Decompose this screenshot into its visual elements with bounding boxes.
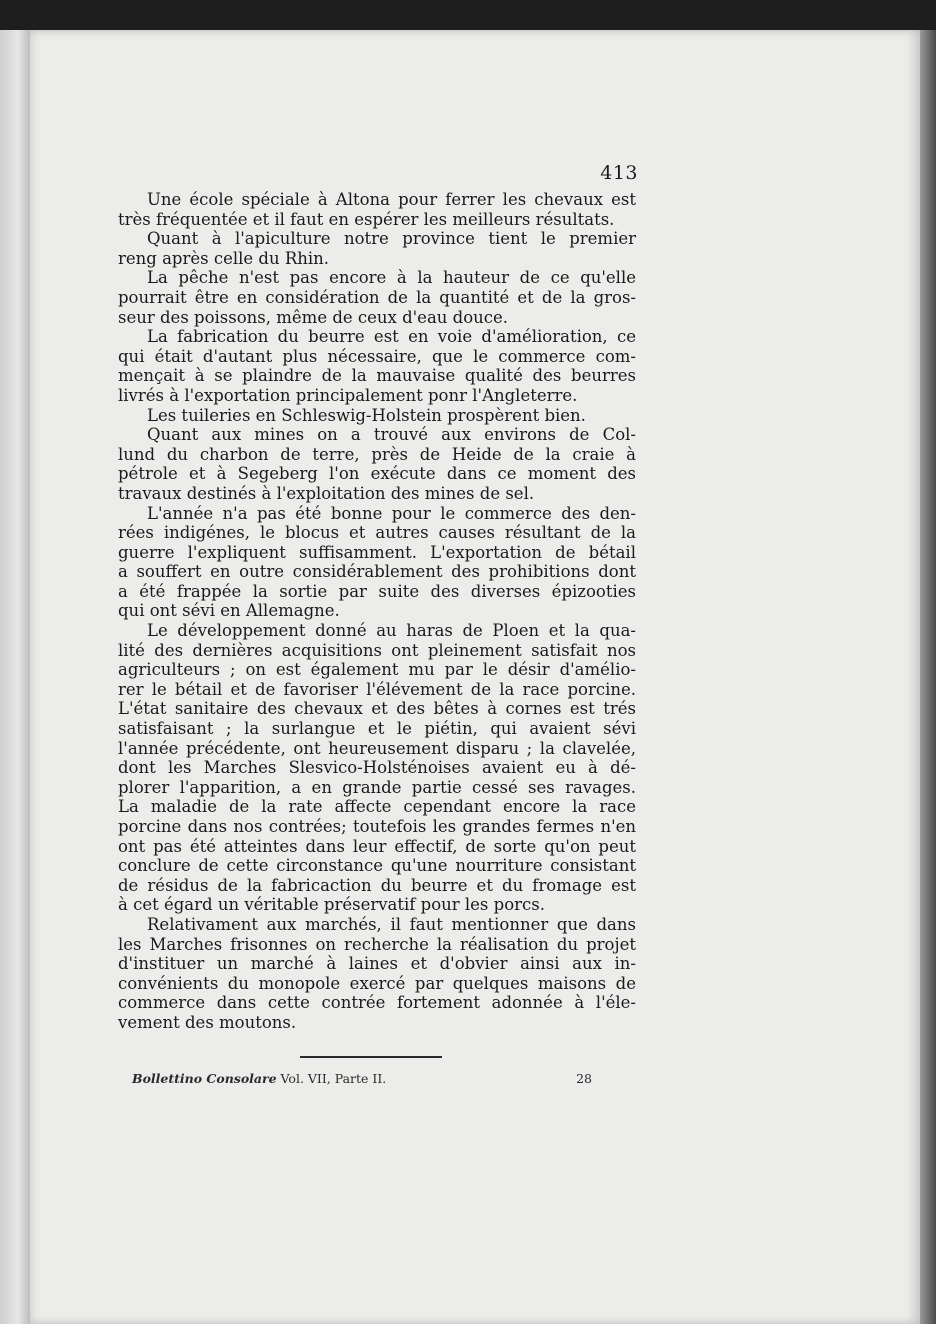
text-line: guerre l'expliquent suffisamment. L'exportation de bétail <box>118 542 636 562</box>
text-line: rer le bétail et de favoriser l'élévement de la race porcine. <box>118 679 636 699</box>
text-line: commerce dans cette contrée fortement adonnée à l'éle- <box>118 993 636 1013</box>
footer-volume: Vol. VII, Parte II. <box>280 1071 387 1086</box>
text-line: lund du charbon de terre, près de Heide de la craie à <box>118 444 636 464</box>
text-line: Quant à l'apiculture notre province tient le premier <box>147 229 636 249</box>
text-line: pétrole et à Segeberg l'on exécute dans ce moment des <box>118 464 636 484</box>
text-line: l'année précédente, ont heureusement disparu ; la clavelée, <box>118 738 636 758</box>
text-line: Relativament aux marchés, il faut mentionner que dans <box>147 914 636 934</box>
text-line: reng après celle du Rhin. <box>118 248 330 268</box>
text-line: La maladie de la rate affecte cependant encore la race <box>118 797 636 817</box>
text-line: rées indigénes, le blocus et autres causes résultant de la <box>118 523 636 543</box>
text-line: Le développement donné au haras de Ploen et la qua- <box>147 621 636 641</box>
text-line: d'instituer un marché à laines et d'obvier ainsi aux in- <box>118 954 636 974</box>
facing-page-edge <box>0 30 30 1324</box>
separator-rule <box>300 1056 442 1058</box>
scan-background-top <box>0 0 936 30</box>
text-line: L'année n'a pas été bonne pour le commerce des den- <box>147 503 636 523</box>
text-line: L'état sanitaire des chevaux et des bêtes à cornes est trés <box>118 699 636 719</box>
text-line: a été frappée la sortie par suite des diverses épizooties <box>118 581 636 601</box>
text-line: livrés à l'exportation principalement ponr l'Angleterre. <box>118 385 578 405</box>
page-footer <box>132 1071 592 1091</box>
text-line: porcine dans nos contrées; toutefois les grandes fermes n'en <box>118 817 636 836</box>
text-line: convénients du monopole exercé par quelques maisons de <box>118 973 636 993</box>
text-line: seur des poissons, même de ceux d'eau douce. <box>118 307 509 327</box>
text-line: mençait à se plaindre de la mauvaise qualité des beurres <box>118 366 636 386</box>
text-line: pourrait être en considération de la quantité et de la gros- <box>118 287 636 307</box>
text-line: très fréquentée et il faut en espérer les meilleurs résultats. <box>118 209 615 229</box>
text-line: Quant aux mines on a trouvé aux environs de Col- <box>147 425 636 445</box>
text-line: Une école spéciale à Altona pour ferrer les chevaux est <box>147 190 636 209</box>
text-line: ont pas été atteintes dans leur effectif, de sorte qu'on peut <box>118 836 636 856</box>
footer-publication-title: Bollettino Consolare <box>132 1071 277 1086</box>
text-line: à cet égard un véritable préservatif pour les porcs. <box>118 895 545 915</box>
text-line: lité des dernières acquisitions ont pleinement satisfait nos <box>118 640 636 660</box>
text-line: qui était d'autant plus nécessaire, que le commerce com- <box>118 346 636 366</box>
text-line: qui ont sévi en Allemagne. <box>118 601 340 621</box>
text-line: conclure de cette circonstance qu'une nourriture consistant <box>118 856 636 876</box>
text-line: Les tuileries en Schleswig-Holstein prospèrent bien. <box>147 405 586 425</box>
text-line: travaux destinés à l'exploitation des mines de sel. <box>118 483 535 503</box>
text-line: La pêche n'est pas encore à la hauteur de ce qu'elle <box>147 268 636 288</box>
footer-signature-mark: 28 <box>576 1071 592 1086</box>
body-text <box>118 190 636 1033</box>
text-line: vement des moutons. <box>118 1012 297 1032</box>
text-line: La fabrication du beurre est en voie d'amélioration, ce <box>147 327 636 347</box>
text-line: plorer l'apparition, a en grande partie cessé ses ravages. <box>118 777 636 797</box>
page-shadow-edge <box>920 30 936 1324</box>
text-line: les Marches frisonnes on recherche la réalisation du projet <box>118 934 636 954</box>
text-line: dont les Marches Slesvico-Holsténoises avaient eu à dé- <box>118 758 636 778</box>
text-line: a souffert en outre considérablement des prohibitions dont <box>118 562 636 582</box>
text-line: de résidus de la fabricaction du beurre et du fromage est <box>118 875 636 895</box>
text-line: satisfaisant ; la surlangue et le piétin, qui avaient sévi <box>118 719 636 739</box>
text-line: agriculteurs ; on est également mu par le désir d'amélio- <box>118 660 636 680</box>
page-number: 413 <box>600 162 638 184</box>
